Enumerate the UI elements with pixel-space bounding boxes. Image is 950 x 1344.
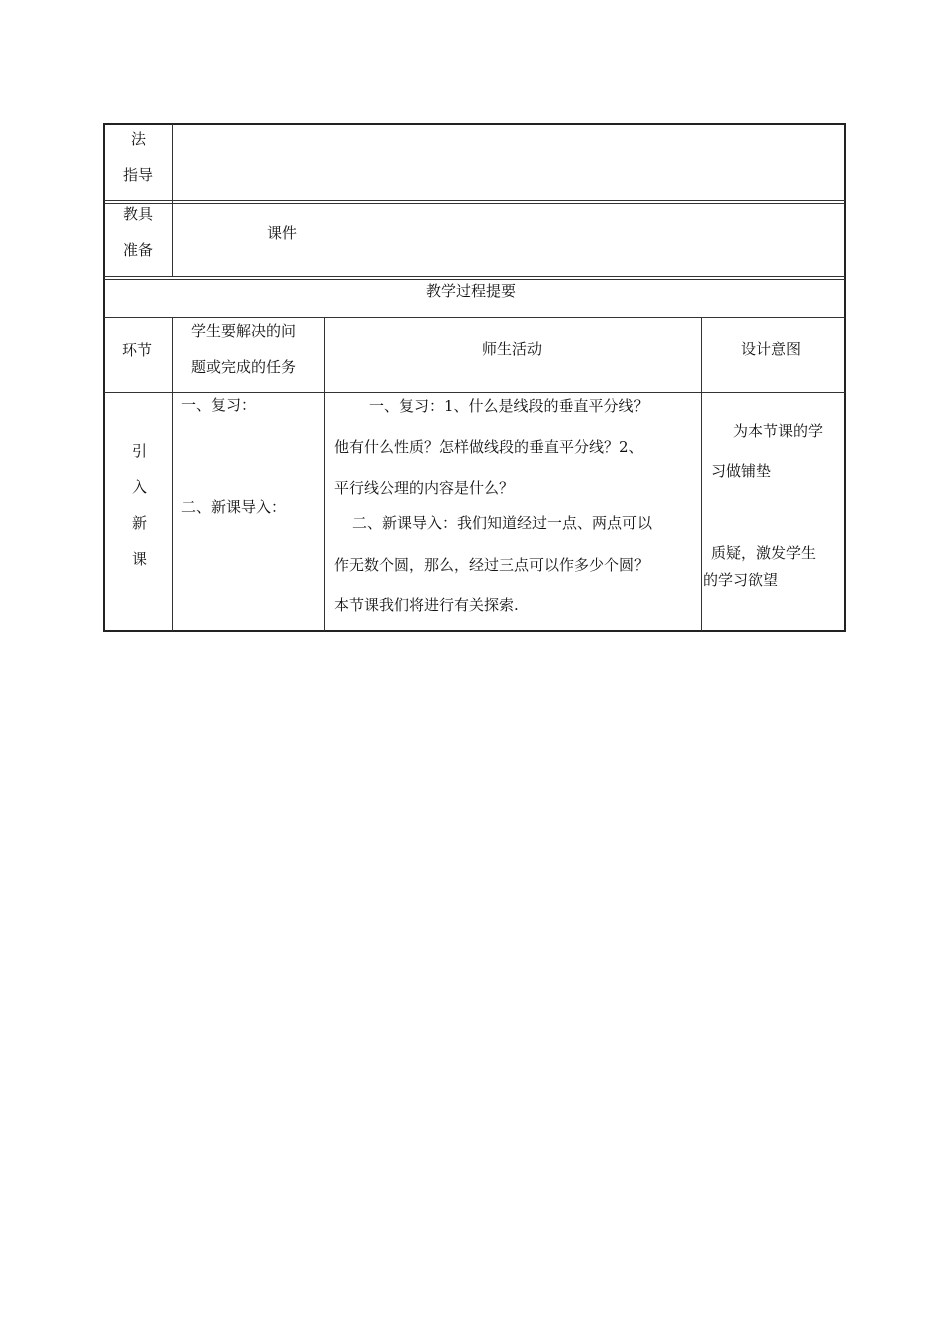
stage-char: 入 [132,478,148,496]
col-divider [701,318,702,631]
activity-line: 作无数个圆，那么，经过三点可以作多少个圆？ [334,556,650,574]
col-header-stage: 环节 [122,341,153,359]
intent-line: 质疑，激发学生 [711,544,817,562]
activity-line: 平行线公理的内容是什么？ [334,479,515,497]
tools-prep-label-line1: 教具 [123,205,154,223]
task-item-review: 一、复习： [181,396,257,414]
row-divider [104,200,845,201]
stage-char: 引 [132,442,148,460]
col-divider [172,318,173,631]
activity-line: 本节课我们将进行有关探索. [334,596,519,614]
col-header-intent: 设计意图 [741,340,802,358]
col-divider [172,124,173,277]
tools-prep-label-line2: 准备 [123,241,154,259]
stage-char: 新 [132,514,148,532]
intent-line: 为本节课的学 [733,422,824,440]
stage-char: 课 [132,550,148,568]
row-divider [104,276,845,277]
row-divider [104,392,845,393]
col-header-task-line1: 学生要解决的问 [191,322,297,340]
activity-line: 二、新课导入：我们知道经过一点、两点可以 [352,514,653,532]
method-guide-label-line2: 指导 [123,166,154,184]
activity-line: 他有什么性质？怎样做线段的垂直平分线？2、 [334,438,644,456]
col-divider [324,318,325,631]
intent-line: 的学习欲望 [703,571,779,589]
task-item-intro: 二、新课导入： [181,498,287,516]
col-header-task-line2: 题或完成的任务 [191,358,297,376]
activity-line: 一、复习：1、什么是线段的垂直平分线？ [369,397,649,415]
col-header-activity: 师生活动 [482,340,543,358]
method-guide-label-line1: 法 [131,130,147,148]
row-divider [104,279,845,280]
tools-prep-value: 课件 [267,224,298,242]
row-divider [104,317,845,318]
intent-line: 习做铺垫 [711,462,772,480]
process-header: 教学过程提要 [426,282,517,300]
row-divider [104,203,845,204]
